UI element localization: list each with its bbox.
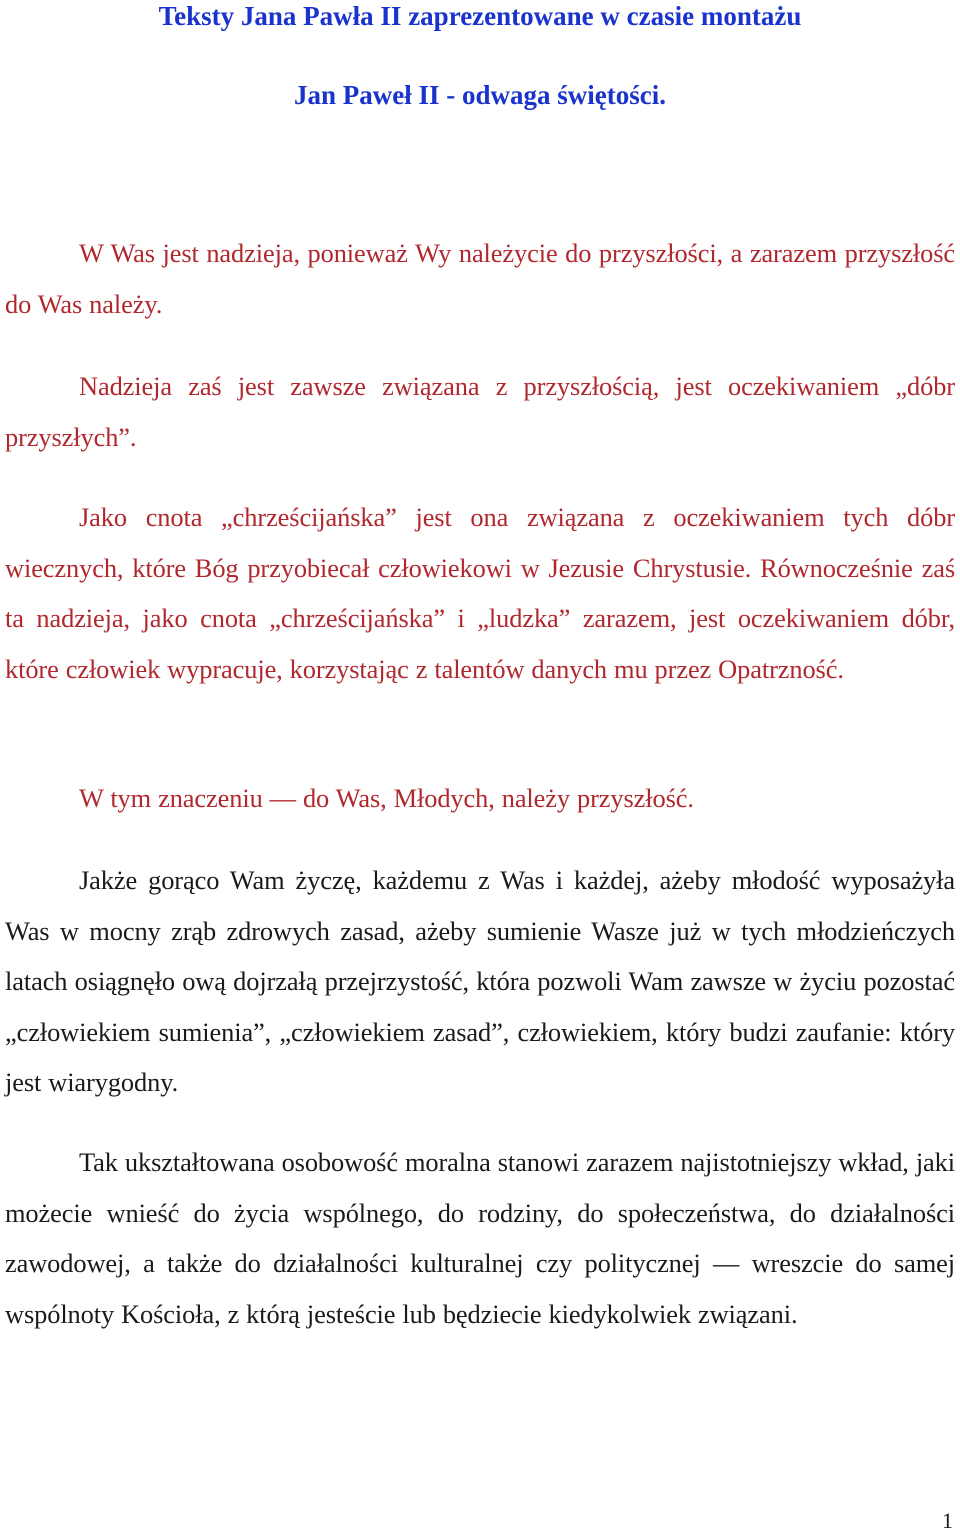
paragraph: W Was jest nadzieja, ponieważ Wy należycie do przyszłości, a zarazem przyszłość do Was należy. — [5, 238, 955, 319]
paragraph: Jakże gorąco Wam życzę, każdemu z Was i każdej, ażeby młodość wyposażyła Was w mocny zrąb zdrowych zasad, ażeby sumienie Wasze już w tych młodzieńczych latach osiągnęło ową dojrzałą przejrzystość, która pozwoli Wam zawsze w życiu pozostać „człowiekiem sumienia”, „człowiekiem zasad”, człowiekiem, który budzi zaufanie: który jest wiarygodny. — [5, 865, 955, 1098]
page-number: 1 — [942, 1508, 953, 1533]
paragraph: Tak ukształtowana osobowość moralna stanowi zarazem najistotniejszy wkład, jaki możecie wnieść do życia wspólnego, do rodziny, do społeczeństwa, do działalności zawodowej, a także do działalności kulturalnej czy politycznej — wreszcie do samej wspólnoty Kościoła, z którą jesteście lub będziecie kiedykolwiek związani. — [5, 1147, 955, 1329]
paragraph: Jako cnota „chrześcijańska” jest ona związana z oczekiwaniem tych dóbr wiecznych, które Bóg przyobiecał człowiekowi w Jezusie Chrystusie. Równocześnie zaś ta nadzieja, jako cnota „chrześcijańska” i „ludzka” zarazem, jest oczekiwaniem dóbr, które człowiek wypracuje, korzystając z talentów danych mu przez Opatrzność. — [5, 502, 955, 684]
paragraph: W tym znaczeniu — do Was, Młodych, należy przyszłość. — [79, 783, 694, 813]
document-subtitle: Jan Paweł II - odwaga świętości. — [294, 80, 666, 110]
paragraph: Nadzieja zaś jest zawsze związana z przyszłością, jest oczekiwaniem „dóbr przyszłych”. — [5, 371, 955, 452]
document-title: Teksty Jana Pawła II zaprezentowane w czasie montażu — [158, 1, 802, 31]
